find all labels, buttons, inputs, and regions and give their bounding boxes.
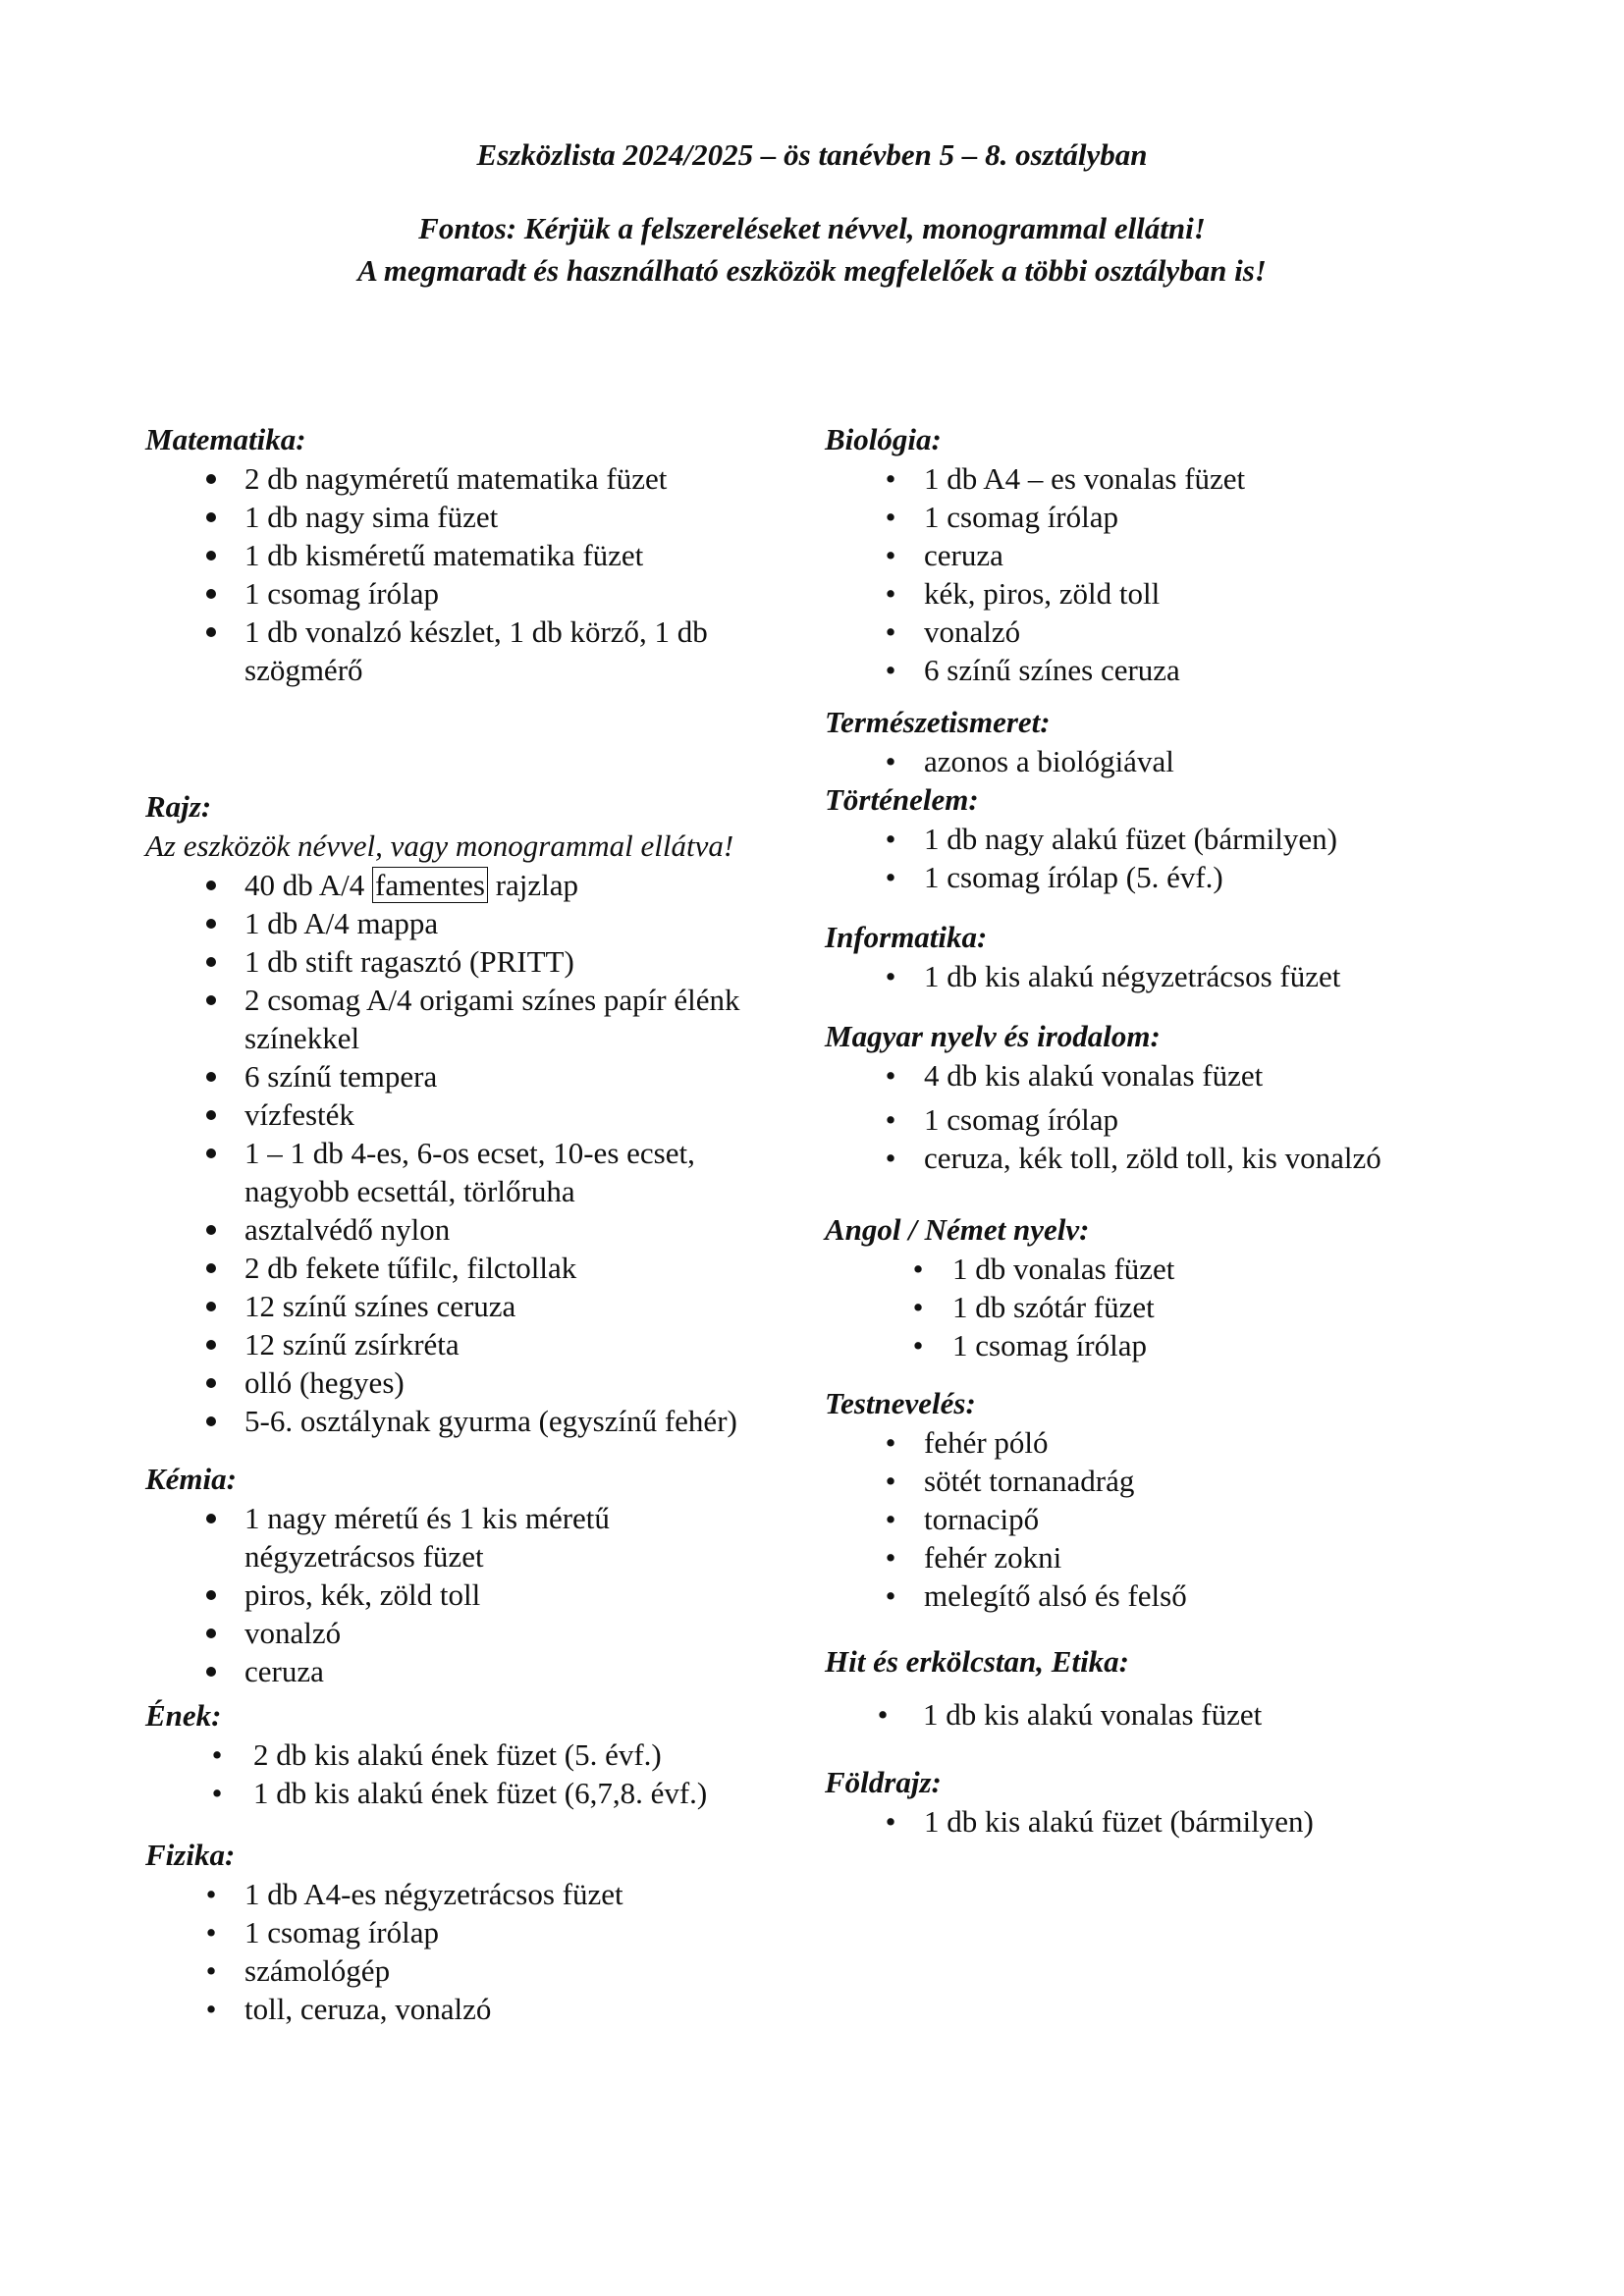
list-item bbox=[825, 1100, 1492, 1139]
item-list bbox=[145, 459, 813, 689]
section-title: Rajz: bbox=[145, 789, 212, 824]
list-item bbox=[825, 574, 1492, 613]
list-item bbox=[825, 613, 1492, 651]
section-title: Kémia: bbox=[145, 1462, 237, 1496]
list-item bbox=[145, 1913, 813, 1951]
item-text-pre: 40 db A/4 bbox=[244, 868, 373, 902]
item-list bbox=[145, 1875, 813, 2028]
list-item bbox=[825, 957, 1492, 995]
list-item bbox=[825, 651, 1492, 689]
bullet-icon bbox=[196, 1951, 226, 1990]
section-title: Angol / Német nyelv: bbox=[825, 1212, 1090, 1247]
list-item bbox=[825, 1576, 1492, 1615]
list-item bbox=[145, 1951, 813, 1990]
item-list bbox=[145, 866, 813, 1440]
section-title: Informatika: bbox=[825, 920, 988, 954]
bullet-icon bbox=[876, 536, 905, 574]
list-item bbox=[145, 1990, 813, 2028]
list-item bbox=[145, 1249, 813, 1287]
item-text: 2 db fekete tűfilc, filctollak bbox=[244, 1251, 577, 1285]
item-text: olló (hegyes) bbox=[244, 1365, 405, 1400]
item-text: 1 nagy méretű és 1 kis méretű bbox=[244, 1501, 610, 1535]
item-text: ceruza bbox=[244, 1654, 324, 1688]
section-testneveles bbox=[825, 1384, 1492, 1615]
list-item bbox=[145, 498, 813, 536]
bullet-icon bbox=[876, 957, 905, 995]
list-item bbox=[145, 1325, 813, 1363]
item-list bbox=[145, 1735, 813, 1812]
item-text: 1 db kis alakú vonalas füzet bbox=[923, 1697, 1263, 1732]
bullet-icon bbox=[903, 1250, 933, 1288]
bullet-icon bbox=[876, 651, 905, 689]
section-biologia bbox=[825, 420, 1492, 689]
list-item bbox=[825, 1500, 1492, 1538]
item-text: vonalzó bbox=[244, 1616, 342, 1650]
bullet-icon bbox=[196, 1875, 226, 1913]
list-item bbox=[145, 866, 813, 904]
list-item bbox=[825, 1423, 1492, 1462]
item-text: 6 színű tempera bbox=[244, 1059, 438, 1094]
list-item bbox=[825, 1288, 1492, 1326]
bullet-icon bbox=[876, 742, 905, 780]
item-text: 1 csomag írólap bbox=[924, 1102, 1119, 1137]
item-text: 1 db vonalzó készlet, 1 db körző, 1 db bbox=[244, 614, 708, 649]
item-text: 2 csomag A/4 origami színes papír élénk bbox=[244, 983, 740, 1017]
item-text: 1 db kisméretű matematika füzet bbox=[244, 538, 644, 572]
list-item bbox=[145, 459, 813, 498]
bullet-icon bbox=[903, 1326, 933, 1364]
list-item bbox=[145, 1575, 813, 1614]
item-text: 1 csomag írólap bbox=[924, 500, 1119, 534]
list-item bbox=[145, 1875, 813, 1913]
bullet-icon bbox=[903, 1288, 933, 1326]
section-hit-etika bbox=[825, 1642, 1492, 1734]
section-title: Fizika: bbox=[145, 1838, 236, 1872]
bullet-icon bbox=[876, 1423, 905, 1462]
bullet-icon bbox=[876, 1802, 905, 1841]
list-item bbox=[145, 1652, 813, 1690]
list-item bbox=[145, 574, 813, 613]
item-text: 1 – 1 db 4-es, 6-os ecset, 10-es ecset, bbox=[244, 1136, 695, 1170]
item-text-post: rajzlap bbox=[487, 868, 579, 902]
list-item bbox=[145, 904, 813, 942]
list-item bbox=[825, 1462, 1492, 1500]
list-item bbox=[145, 981, 813, 1019]
section-title: Ének: bbox=[145, 1698, 222, 1733]
document-title: Eszközlista 2024/2025 – ös tanévben 5 – 8. osztályban bbox=[476, 137, 1148, 172]
item-text: 1 db vonalas füzet bbox=[952, 1252, 1175, 1286]
list-item bbox=[825, 742, 1492, 780]
list-item bbox=[825, 1250, 1492, 1288]
item-text: kék, piros, zöld toll bbox=[924, 576, 1161, 611]
section-magyar bbox=[825, 1017, 1492, 1177]
section-angol-nemet bbox=[825, 1210, 1492, 1364]
list-item bbox=[145, 1095, 813, 1134]
item-text: 2 db kis alakú ének füzet (5. évf.) bbox=[253, 1737, 662, 1772]
item-text: színekkel bbox=[244, 1021, 360, 1055]
item-text: fehér zokni bbox=[924, 1540, 1062, 1575]
item-text: 5-6. osztálynak gyurma (egyszínű fehér) bbox=[244, 1404, 737, 1438]
list-item bbox=[145, 613, 813, 651]
item-text: 4 db kis alakú vonalas füzet bbox=[924, 1058, 1264, 1093]
item-text: sötét tornanadrág bbox=[924, 1464, 1135, 1498]
item-text: 1 db stift ragasztó (PRITT) bbox=[244, 944, 574, 979]
item-text: tornacipő bbox=[924, 1502, 1040, 1536]
left-column bbox=[145, 420, 813, 2028]
item-text: toll, ceruza, vonalzó bbox=[244, 1992, 492, 2026]
bullet-icon bbox=[876, 1100, 905, 1139]
section-title: Matematika: bbox=[145, 422, 306, 456]
list-item bbox=[825, 1326, 1492, 1364]
bullet-icon bbox=[202, 1774, 232, 1812]
item-text: 1 db nagy alakú füzet (bármilyen) bbox=[924, 822, 1337, 856]
bullet-icon bbox=[876, 858, 905, 896]
bullet-icon bbox=[196, 1913, 226, 1951]
list-item bbox=[145, 1499, 813, 1537]
section-rajz bbox=[145, 787, 813, 1440]
item-text: ceruza, kék toll, zöld toll, kis vonalzó bbox=[924, 1141, 1381, 1175]
item-text: 1 db kis alakú négyzetrácsos füzet bbox=[924, 959, 1341, 993]
section-title: Testnevelés: bbox=[825, 1386, 976, 1420]
bullet-icon bbox=[196, 1990, 226, 2028]
section-informatika bbox=[825, 918, 1492, 995]
bullet-icon bbox=[876, 1576, 905, 1615]
item-text: 1 csomag írólap bbox=[244, 1915, 440, 1949]
item-list bbox=[825, 1250, 1492, 1364]
item-text: 1 db kis alakú füzet (bármilyen) bbox=[924, 1804, 1314, 1839]
important-note-line-2: A megmaradt és használható eszközök megfelelőek a többi osztályban is! bbox=[357, 253, 1267, 288]
item-text: 1 csomag írólap (5. évf.) bbox=[924, 860, 1223, 894]
list-item-continuation bbox=[145, 1537, 813, 1575]
item-list bbox=[825, 820, 1492, 896]
item-text: 12 színű színes ceruza bbox=[244, 1289, 516, 1323]
list-item bbox=[145, 1614, 813, 1652]
item-list bbox=[825, 957, 1492, 995]
section-title: Biológia: bbox=[825, 422, 942, 456]
item-list bbox=[825, 1695, 1492, 1734]
bullet-icon bbox=[202, 1735, 232, 1774]
section-title: Magyar nyelv és irodalom: bbox=[825, 1019, 1161, 1053]
bullet-icon bbox=[876, 1538, 905, 1576]
item-text: vízfesték bbox=[244, 1097, 354, 1132]
item-text: piros, kék, zöld toll bbox=[244, 1577, 481, 1612]
list-item-continuation bbox=[145, 1172, 813, 1210]
item-list bbox=[145, 1499, 813, 1690]
item-text: 12 színű zsírkréta bbox=[244, 1327, 460, 1362]
section-termeszetismeret bbox=[825, 703, 1492, 780]
item-text: ceruza bbox=[924, 538, 1003, 572]
item-text: szögmérő bbox=[244, 653, 363, 687]
important-note-line-1: Fontos: Kérjük a felszereléseket névvel, monogrammal ellátni! bbox=[418, 211, 1206, 245]
section-tortenelem bbox=[825, 780, 1492, 896]
section-title: Természetismeret: bbox=[825, 705, 1051, 739]
item-text: számológép bbox=[244, 1953, 391, 1988]
item-text: 1 db szótár füzet bbox=[952, 1290, 1155, 1324]
list-item bbox=[145, 1057, 813, 1095]
list-item bbox=[145, 1402, 813, 1440]
bullet-icon bbox=[876, 820, 905, 858]
item-text: asztalvédő nylon bbox=[244, 1212, 451, 1247]
item-text: 1 db nagy sima füzet bbox=[244, 500, 499, 534]
bullet-icon bbox=[876, 1139, 905, 1177]
list-item-continuation bbox=[145, 651, 813, 689]
bullet-icon bbox=[876, 1056, 905, 1095]
section-fizika bbox=[145, 1836, 813, 2028]
item-text: azonos a biológiával bbox=[924, 744, 1174, 778]
item-text: 1 db A/4 mappa bbox=[244, 906, 439, 940]
bullet-icon bbox=[876, 613, 905, 651]
section-title: Hit és erkölcstan, Etika: bbox=[825, 1644, 1129, 1679]
list-item bbox=[825, 820, 1492, 858]
section-enek bbox=[145, 1696, 813, 1812]
list-item bbox=[145, 536, 813, 574]
item-text: 6 színű színes ceruza bbox=[924, 653, 1180, 687]
item-text: négyzetrácsos füzet bbox=[244, 1539, 484, 1574]
list-item bbox=[825, 459, 1492, 498]
section-title: Történelem: bbox=[825, 782, 979, 817]
list-item bbox=[145, 1210, 813, 1249]
item-text: 1 db A4 – es vonalas füzet bbox=[924, 461, 1246, 496]
right-column bbox=[825, 420, 1492, 1841]
list-item bbox=[145, 1774, 813, 1812]
section-foldrajz bbox=[825, 1763, 1492, 1841]
list-item bbox=[825, 1695, 1492, 1734]
list-item bbox=[825, 858, 1492, 896]
bullet-icon bbox=[876, 574, 905, 613]
list-item bbox=[145, 1287, 813, 1325]
item-list bbox=[825, 1056, 1492, 1177]
item-list bbox=[825, 1802, 1492, 1841]
list-item-continuation bbox=[145, 1019, 813, 1057]
list-item bbox=[825, 1538, 1492, 1576]
item-list bbox=[825, 1423, 1492, 1615]
bullet-icon bbox=[876, 1462, 905, 1500]
section-kemia bbox=[145, 1460, 813, 1690]
bullet-icon bbox=[876, 459, 905, 498]
list-item bbox=[145, 1363, 813, 1402]
list-item bbox=[825, 536, 1492, 574]
item-text: fehér póló bbox=[924, 1425, 1049, 1460]
list-item bbox=[825, 1139, 1492, 1177]
section-title: Földrajz: bbox=[825, 1765, 942, 1799]
item-text: 2 db nagyméretű matematika füzet bbox=[244, 461, 668, 496]
list-item bbox=[825, 1802, 1492, 1841]
item-list bbox=[825, 459, 1492, 689]
item-text: 1 csomag írólap bbox=[952, 1328, 1148, 1362]
list-item bbox=[145, 942, 813, 981]
section-matematika bbox=[145, 420, 813, 689]
item-text: 1 db kis alakú ének füzet (6,7,8. évf.) bbox=[253, 1776, 708, 1810]
item-text: melegítő alsó és felső bbox=[924, 1578, 1187, 1613]
list-item bbox=[825, 498, 1492, 536]
list-item bbox=[825, 1056, 1492, 1095]
item-text: 1 db A4-es négyzetrácsos füzet bbox=[244, 1877, 623, 1911]
item-text: nagyobb ecsettál, törlőruha bbox=[244, 1174, 575, 1208]
bullet-icon bbox=[876, 1500, 905, 1538]
item-list bbox=[825, 742, 1492, 780]
section-note: Az eszközök névvel, vagy monogrammal ellátva! bbox=[145, 828, 734, 863]
list-item bbox=[145, 1134, 813, 1172]
list-item bbox=[145, 1735, 813, 1774]
item-text: vonalzó bbox=[924, 614, 1021, 649]
bullet-icon bbox=[876, 498, 905, 536]
boxed-word: famentes bbox=[372, 867, 488, 903]
item-text: 1 csomag írólap bbox=[244, 576, 440, 611]
bullet-icon bbox=[868, 1695, 897, 1734]
